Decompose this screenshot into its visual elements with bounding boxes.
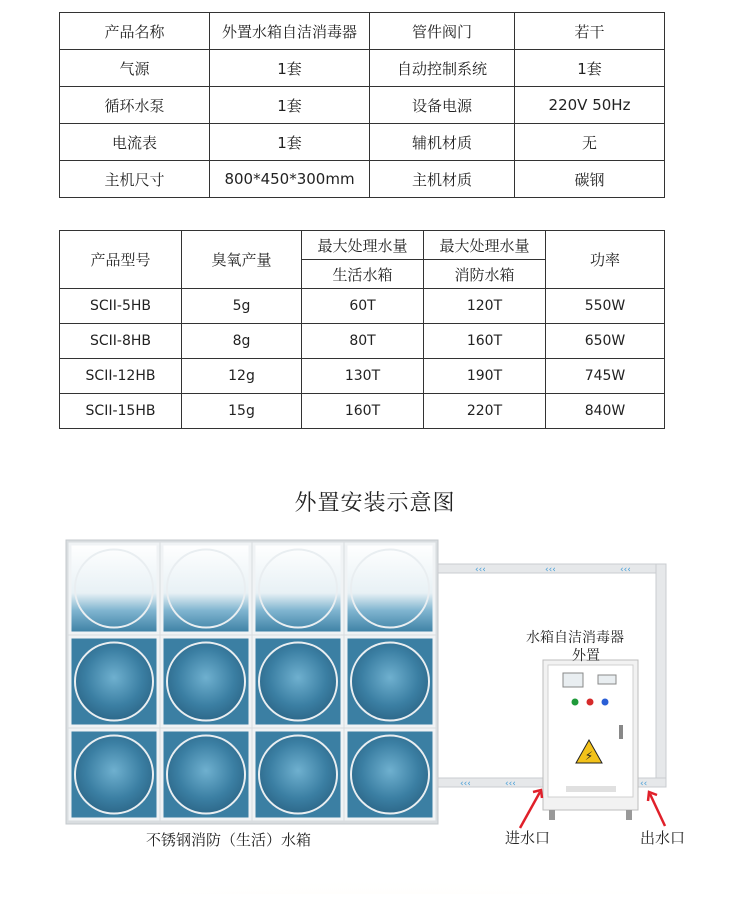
inlet-label: 进水口 <box>505 829 551 847</box>
spec-label-cell: 循环水泵 <box>60 87 210 124</box>
spec-value-cell: 碳钢 <box>515 161 665 198</box>
diagram-title: 外置安装示意图 <box>294 491 456 516</box>
tank-panel <box>162 544 250 633</box>
spec-value-cell: 800*450*300mm <box>210 161 370 198</box>
device-title-line1: 水箱自洁消毒器 <box>526 630 624 646</box>
spec-value-cell: 1套 <box>210 50 370 87</box>
installation-diagram <box>0 530 750 894</box>
header-max1-sub: 生活水箱 <box>302 260 424 289</box>
power-cell: 650W <box>546 324 665 359</box>
power-cell: 840W <box>546 394 665 429</box>
spec-label-cell: 设备电源 <box>370 87 515 124</box>
header-max2-sub: 消防水箱 <box>424 260 546 289</box>
capacity-living-cell: 80T <box>302 324 424 359</box>
capacity-living-cell: 160T <box>302 394 424 429</box>
model-table <box>59 230 665 429</box>
ozone-cell: 15g <box>182 394 302 429</box>
svg-text:‹‹‹: ‹‹‹ <box>620 565 631 575</box>
tank-panel <box>70 730 158 819</box>
svg-text:‹‹‹: ‹‹‹ <box>505 779 516 789</box>
tank-panel <box>162 730 250 819</box>
spec-value-cell: 220V 50Hz <box>515 87 665 124</box>
power-cell: 745W <box>546 359 665 394</box>
svg-text:⚡: ⚡ <box>584 749 594 763</box>
outlet-label: 出水口 <box>640 829 686 847</box>
spec-table-body <box>60 13 665 198</box>
model-row <box>60 289 665 324</box>
water-tank <box>66 540 438 824</box>
tank-panel <box>70 637 158 726</box>
ozone-cell: 12g <box>182 359 302 394</box>
header-power: 功率 <box>546 231 665 289</box>
tank-panel <box>254 730 342 819</box>
spec-value-cell: 1套 <box>210 87 370 124</box>
svg-text:‹‹‹: ‹‹‹ <box>460 779 471 789</box>
diagram-illustration <box>0 530 750 894</box>
model-cell: SCII-15HB <box>60 394 182 429</box>
spec-label-cell: 电流表 <box>60 124 210 161</box>
spec-value-cell: 1套 <box>210 124 370 161</box>
spec-value-cell: 无 <box>515 124 665 161</box>
spec-row <box>60 124 665 161</box>
svg-text:‹‹‹: ‹‹‹ <box>545 565 556 575</box>
tank-label: 不锈钢消防（生活）水箱 <box>146 831 312 849</box>
spec-label-cell: 主机材质 <box>370 161 515 198</box>
spec-row <box>60 87 665 124</box>
spec-value-cell: 外置水箱自洁消毒器 <box>210 13 370 50</box>
tank-panel <box>346 730 434 819</box>
model-table-body <box>60 231 665 429</box>
model-cell: SCII-8HB <box>60 324 182 359</box>
header-max1: 最大处理水量 <box>302 231 424 260</box>
spec-label-cell: 产品名称 <box>60 13 210 50</box>
tank-panel <box>254 544 342 633</box>
spec-value-cell: 若干 <box>515 13 665 50</box>
spec-label-cell: 管件阀门 <box>370 13 515 50</box>
spec-label-cell: 自动控制系统 <box>370 50 515 87</box>
spec-label-cell: 主机尺寸 <box>60 161 210 198</box>
disinfector-device <box>543 660 638 820</box>
tank-panel <box>346 544 434 633</box>
header-ozone: 臭氧产量 <box>182 231 302 289</box>
model-cell: SCII-5HB <box>60 289 182 324</box>
model-header-row <box>60 231 665 260</box>
power-cell: 550W <box>546 289 665 324</box>
header-max2: 最大处理水量 <box>424 231 546 260</box>
tank-panel <box>346 637 434 726</box>
tank-panel <box>254 637 342 726</box>
model-row <box>60 359 665 394</box>
spec-table <box>59 12 665 198</box>
capacity-fire-cell: 190T <box>424 359 546 394</box>
capacity-fire-cell: 220T <box>424 394 546 429</box>
spec-label-cell: 气源 <box>60 50 210 87</box>
spec-row <box>60 13 665 50</box>
capacity-living-cell: 60T <box>302 289 424 324</box>
spec-row <box>60 50 665 87</box>
tank-panel <box>70 544 158 633</box>
model-cell: SCII-12HB <box>60 359 182 394</box>
svg-text:‹‹‹: ‹‹‹ <box>475 565 486 575</box>
device-title-line2: 外置 <box>572 648 600 664</box>
capacity-living-cell: 130T <box>302 359 424 394</box>
ozone-cell: 8g <box>182 324 302 359</box>
capacity-fire-cell: 120T <box>424 289 546 324</box>
spec-value-cell: 1套 <box>515 50 665 87</box>
spec-row <box>60 161 665 198</box>
svg-text:‹‹: ‹‹ <box>640 779 648 789</box>
header-model: 产品型号 <box>60 231 182 289</box>
ozone-cell: 5g <box>182 289 302 324</box>
model-row <box>60 394 665 429</box>
capacity-fire-cell: 160T <box>424 324 546 359</box>
spec-label-cell: 辅机材质 <box>370 124 515 161</box>
model-row <box>60 324 665 359</box>
tank-panel <box>162 637 250 726</box>
